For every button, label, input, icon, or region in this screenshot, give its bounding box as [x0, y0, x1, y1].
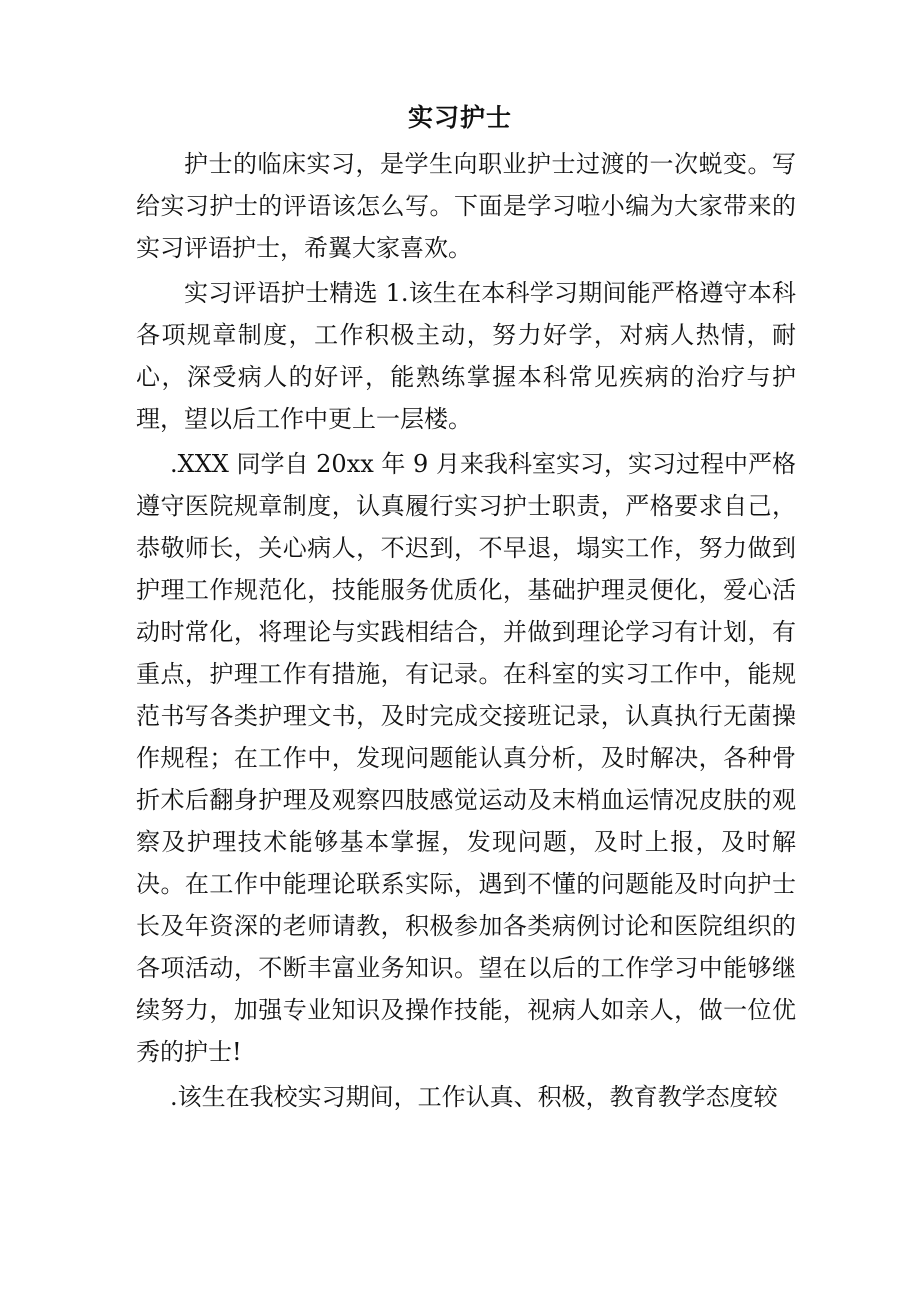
paragraph-intro: 护士的临床实习，是学生向职业护士过渡的一次蜕变。写给实习护士的评语该怎么写。下面是学习啦小编为大家带来的实习评语护士，希翼大家喜欢。 [136, 150, 796, 262]
paragraph-comment-1: 实习评语护士精选 1.该生在本科学习期间能严格遵守本科各项规章制度，工作积极主动，努力好学，对病人热情，耐心，深受病人的好评，能熟练掌握本科常见疾病的治疗与护理，望以后工作中更上一层楼。 [136, 279, 796, 433]
document-body [136, 143, 796, 1121]
document-title: 实习护士 [407, 103, 512, 132]
paragraph-comment-3: .该生在我校实习期间，工作认真、积极，教育教学态度较 [170, 1083, 778, 1111]
paragraph-comment-2: .XXX 同学自 20xx 年 9 月来我科室实习，实习过程中严格遵守医院规章制度，认真履行实习护士职责，严格要求自己，恭敬师长，关心病人，不迟到，不早退，塌实工作，努力做到护理工作规范化，技能服务优质化，基础护理灵便化，爱心活动时常化，将理论与实践相结合，并做到理论学习有计划，有重点，护理工作有措施，有记录。在科室的实习工作中，能规范书写各类护理文书，及时完成交接班记录，认真执行无菌操作规程；在工作中，发现问题能认真分析，及时解决，各种骨折术后翻身护理及观察四肢感觉运动及末梢血运情况皮肤的观察及护理技术能够基本掌握，发现问题，及时上报，及时解决。在工作中能理论联系实际，遇到不懂的问题能及时向护士长及年资深的老师请教，积极参加各类病例讨论和医院组织的各项活动，不断丰富业务知识。望在以后的工作学习中能够继续努力，加强专业知识及操作技能，视病人如亲人，做一位优秀的护士! [136, 450, 796, 1066]
